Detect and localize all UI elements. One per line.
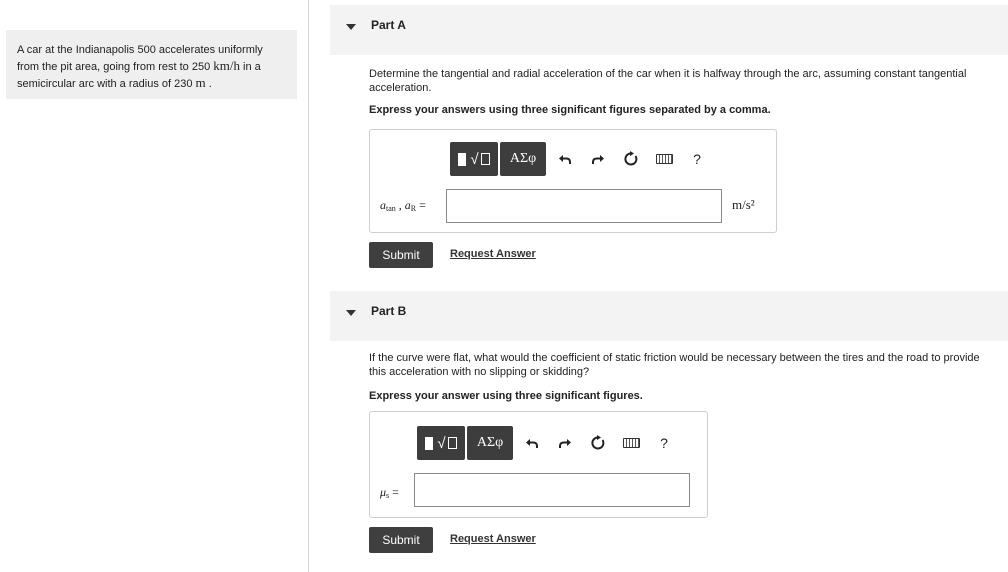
sqrt-template-icon: √ xyxy=(437,434,446,452)
problem-statement xyxy=(6,30,297,99)
part-a-submit-button[interactable]: Submit xyxy=(369,242,433,268)
part-a-answer-input[interactable] xyxy=(446,189,722,223)
radius-unit: m xyxy=(195,75,206,90)
part-b-math-toolbar xyxy=(417,426,677,460)
part-a-title: Part A xyxy=(371,18,406,32)
greek-symbols-button[interactable]: ΑΣφ xyxy=(500,142,546,176)
part-b-submit-button[interactable]: Submit xyxy=(369,527,433,553)
greek-symbols-button[interactable]: ΑΣφ xyxy=(467,426,513,460)
problem-panel xyxy=(0,0,309,572)
undo-icon[interactable] xyxy=(519,426,545,460)
part-b-header[interactable] xyxy=(330,291,1008,341)
undo-icon[interactable] xyxy=(552,142,578,176)
redo-icon[interactable] xyxy=(552,426,578,460)
part-b-title: Part B xyxy=(371,304,407,318)
problem-text-3: . xyxy=(205,78,212,90)
part-a-header[interactable] xyxy=(330,5,1008,55)
help-icon[interactable]: ? xyxy=(660,435,668,451)
part-b-instruction: Express your answer using three significant figures. xyxy=(369,390,643,402)
redo-icon[interactable] xyxy=(585,142,611,176)
collapse-triangle-icon[interactable] xyxy=(346,24,356,30)
reset-icon[interactable] xyxy=(618,142,644,176)
part-b-request-answer-link[interactable]: Request Answer xyxy=(450,533,536,545)
keyboard-icon[interactable] xyxy=(618,426,644,460)
help-icon[interactable]: ? xyxy=(693,151,701,167)
part-b-answer-label: $\mu_s$ = xyxy=(380,485,399,500)
part-a-instruction: Express your answers using three significant figures separated by a comma. xyxy=(369,104,771,116)
reset-icon[interactable] xyxy=(585,426,611,460)
part-b-answer-box xyxy=(369,411,708,518)
speed-unit: km/h xyxy=(213,58,240,73)
square-template-icon xyxy=(448,437,457,449)
part-a-units: m/s² xyxy=(732,197,755,212)
template-block-icon xyxy=(458,153,466,166)
keyboard-icon[interactable] xyxy=(651,142,677,176)
part-b-question: If the curve were flat, what would the coefficient of static friction would be necessary between the tires and the road to provide this acceleration with no slipping or skidding? xyxy=(369,352,980,378)
part-a-math-toolbar xyxy=(450,142,710,176)
collapse-triangle-icon[interactable] xyxy=(346,310,356,316)
part-a-request-answer-link[interactable]: Request Answer xyxy=(450,248,536,260)
part-a-answer-box xyxy=(369,129,777,233)
part-a-question: Determine the tangential and radial acceleration of the car when it is halfway through the arc, assuming constant tangential acceleration. xyxy=(369,68,967,94)
problem-text-2: in a semicircular arc with a radius of 230 xyxy=(17,61,261,90)
templates-button[interactable] xyxy=(417,426,465,460)
template-block-icon xyxy=(425,437,433,450)
sqrt-template-icon: √ xyxy=(470,150,479,168)
part-b-answer-input[interactable] xyxy=(414,473,690,507)
square-template-icon xyxy=(481,153,490,165)
problem-text-1: A car at the Indianapolis 500 accelerates uniformly from the pit area, going from rest to 250 xyxy=(17,44,263,73)
templates-button[interactable] xyxy=(450,142,498,176)
part-a-answer-label: $a_{tan}$ , $a_R$ = xyxy=(380,198,426,213)
